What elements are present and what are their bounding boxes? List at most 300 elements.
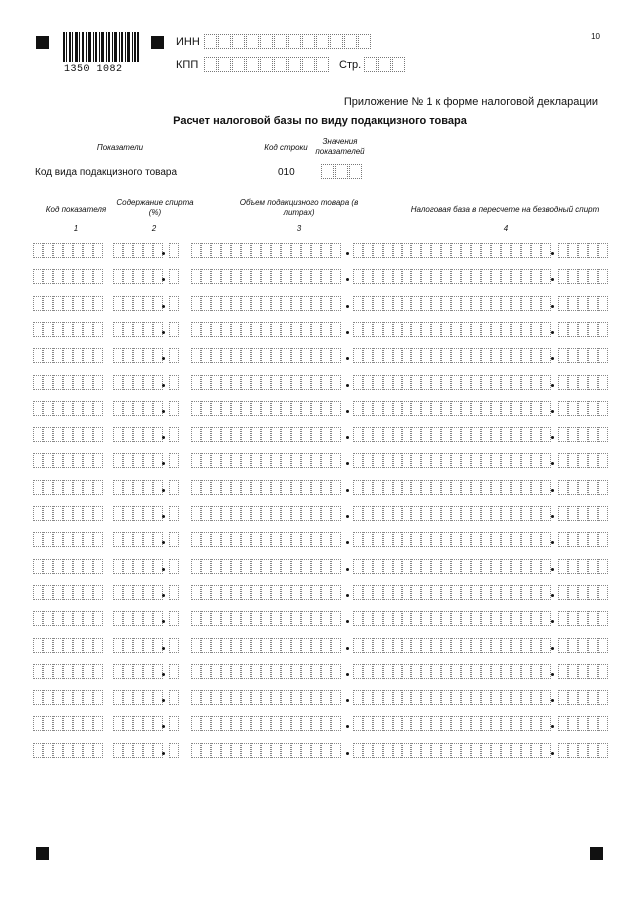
input-cell[interactable] — [373, 559, 383, 574]
input-cell[interactable] — [461, 480, 471, 495]
input-cell[interactable] — [311, 243, 321, 258]
input-cell[interactable] — [441, 401, 451, 416]
input-cell[interactable] — [191, 532, 201, 547]
input-cell[interactable] — [123, 296, 133, 311]
char-cell[interactable] — [288, 34, 301, 49]
input-cell[interactable] — [311, 506, 321, 521]
input-cell[interactable] — [191, 348, 201, 363]
input-cell[interactable] — [531, 348, 541, 363]
input-cell[interactable] — [261, 427, 271, 442]
input-cell[interactable] — [83, 664, 93, 679]
input-cell[interactable] — [133, 638, 143, 653]
input-cell[interactable] — [153, 664, 163, 679]
input-cell[interactable] — [231, 532, 241, 547]
input-cell[interactable] — [169, 690, 179, 705]
input-cell[interactable] — [401, 506, 411, 521]
input-cell[interactable] — [251, 532, 261, 547]
input-cell[interactable] — [461, 269, 471, 284]
input-cell[interactable] — [491, 716, 501, 731]
input-cell[interactable] — [411, 690, 421, 705]
input-cell[interactable] — [373, 401, 383, 416]
input-cell[interactable] — [353, 401, 363, 416]
input-cell[interactable] — [598, 453, 608, 468]
input-cell[interactable] — [251, 638, 261, 653]
input-cell[interactable] — [133, 322, 143, 337]
input-cell[interactable] — [421, 611, 431, 626]
input-cell[interactable] — [33, 453, 43, 468]
input-cell[interactable] — [251, 506, 261, 521]
input-cell[interactable] — [311, 480, 321, 495]
input-cell[interactable] — [531, 375, 541, 390]
input-cell[interactable] — [33, 269, 43, 284]
input-cell[interactable] — [211, 269, 221, 284]
input-cell[interactable] — [441, 375, 451, 390]
input-cell[interactable] — [383, 506, 393, 521]
input-cell[interactable] — [411, 611, 421, 626]
input-cell[interactable] — [221, 690, 231, 705]
input-cell[interactable] — [221, 401, 231, 416]
input-cell[interactable] — [331, 269, 341, 284]
input-cell[interactable] — [201, 401, 211, 416]
input-cell[interactable] — [291, 743, 301, 758]
input-cell[interactable] — [578, 296, 588, 311]
input-cell[interactable] — [481, 322, 491, 337]
input-cell[interactable] — [63, 664, 73, 679]
input-cell[interactable] — [251, 401, 261, 416]
input-cell[interactable] — [541, 296, 551, 311]
input-cell[interactable] — [301, 427, 311, 442]
input-cell[interactable] — [431, 506, 441, 521]
input-cell[interactable] — [63, 322, 73, 337]
input-cell[interactable] — [461, 401, 471, 416]
input-cell[interactable] — [241, 269, 251, 284]
input-cell[interactable] — [531, 664, 541, 679]
input-cell[interactable] — [43, 480, 53, 495]
input-cell[interactable] — [321, 269, 331, 284]
input-cell[interactable] — [83, 480, 93, 495]
input-cell[interactable] — [143, 243, 153, 258]
input-cell[interactable] — [321, 401, 331, 416]
input-cell[interactable] — [568, 506, 578, 521]
input-cell[interactable] — [211, 690, 221, 705]
input-cell[interactable] — [169, 243, 179, 258]
input-cell[interactable] — [401, 559, 411, 574]
input-cell[interactable] — [331, 532, 341, 547]
input-cell[interactable] — [231, 296, 241, 311]
input-cell[interactable] — [53, 559, 63, 574]
input-cell[interactable] — [241, 506, 251, 521]
input-cell[interactable] — [331, 664, 341, 679]
input-cell[interactable] — [521, 322, 531, 337]
input-cell[interactable] — [123, 453, 133, 468]
input-cell[interactable] — [291, 690, 301, 705]
input-cell[interactable] — [241, 585, 251, 600]
input-cell[interactable] — [153, 532, 163, 547]
input-cell[interactable] — [291, 638, 301, 653]
input-cell[interactable] — [143, 401, 153, 416]
input-cell[interactable] — [143, 348, 153, 363]
input-cell[interactable] — [83, 427, 93, 442]
input-cell[interactable] — [63, 269, 73, 284]
input-cell[interactable] — [501, 638, 511, 653]
char-cell[interactable] — [204, 57, 217, 72]
input-cell[interactable] — [373, 716, 383, 731]
input-cell[interactable] — [261, 585, 271, 600]
input-cell[interactable] — [321, 690, 331, 705]
input-cell[interactable] — [33, 585, 43, 600]
input-cell[interactable] — [73, 559, 83, 574]
input-cell[interactable] — [321, 664, 331, 679]
input-cell[interactable] — [63, 348, 73, 363]
input-cell[interactable] — [491, 348, 501, 363]
input-cell[interactable] — [511, 559, 521, 574]
input-cell[interactable] — [568, 322, 578, 337]
input-cell[interactable] — [153, 506, 163, 521]
input-cell[interactable] — [511, 453, 521, 468]
input-cell[interactable] — [271, 243, 281, 258]
input-cell[interactable] — [521, 375, 531, 390]
input-cell[interactable] — [461, 690, 471, 705]
input-cell[interactable] — [511, 690, 521, 705]
input-cell[interactable] — [63, 296, 73, 311]
input-cell[interactable] — [531, 401, 541, 416]
input-cell[interactable] — [321, 638, 331, 653]
input-cell[interactable] — [411, 401, 421, 416]
input-cell[interactable] — [491, 559, 501, 574]
input-cell[interactable] — [461, 716, 471, 731]
input-cell[interactable] — [481, 453, 491, 468]
input-cell[interactable] — [261, 322, 271, 337]
input-cell[interactable] — [231, 453, 241, 468]
input-cell[interactable] — [231, 506, 241, 521]
input-cell[interactable] — [578, 269, 588, 284]
input-cell[interactable] — [83, 532, 93, 547]
input-cell[interactable] — [301, 690, 311, 705]
input-cell[interactable] — [261, 532, 271, 547]
input-cell[interactable] — [383, 427, 393, 442]
input-cell[interactable] — [251, 559, 261, 574]
input-cell[interactable] — [511, 348, 521, 363]
input-cell[interactable] — [588, 401, 598, 416]
input-cell[interactable] — [43, 664, 53, 679]
input-cell[interactable] — [383, 348, 393, 363]
input-cell[interactable] — [578, 348, 588, 363]
input-cell[interactable] — [311, 453, 321, 468]
input-cell[interactable] — [153, 559, 163, 574]
input-cell[interactable] — [143, 322, 153, 337]
input-cell[interactable] — [401, 611, 411, 626]
input-cell[interactable] — [431, 690, 441, 705]
input-cell[interactable] — [221, 427, 231, 442]
input-cell[interactable] — [231, 243, 241, 258]
input-cell[interactable] — [331, 296, 341, 311]
input-cell[interactable] — [133, 269, 143, 284]
input-cell[interactable] — [383, 559, 393, 574]
input-cell[interactable] — [93, 296, 103, 311]
input-cell[interactable] — [133, 716, 143, 731]
input-cell[interactable] — [578, 559, 588, 574]
input-cell[interactable] — [441, 559, 451, 574]
input-cell[interactable] — [291, 375, 301, 390]
input-cell[interactable] — [153, 743, 163, 758]
input-cell[interactable] — [301, 453, 311, 468]
input-cell[interactable] — [211, 401, 221, 416]
input-cell[interactable] — [521, 716, 531, 731]
char-cell[interactable] — [302, 34, 315, 49]
input-cell[interactable] — [43, 296, 53, 311]
input-cell[interactable] — [169, 348, 179, 363]
input-cell[interactable] — [221, 243, 231, 258]
input-cell[interactable] — [568, 690, 578, 705]
input-cell[interactable] — [201, 348, 211, 363]
input-cell[interactable] — [421, 296, 431, 311]
input-cell[interactable] — [123, 506, 133, 521]
input-cell[interactable] — [271, 296, 281, 311]
input-cell[interactable] — [93, 585, 103, 600]
input-cell[interactable] — [143, 453, 153, 468]
input-cell[interactable] — [281, 322, 291, 337]
input-cell[interactable] — [191, 269, 201, 284]
input-cell[interactable] — [251, 743, 261, 758]
input-cell[interactable] — [251, 585, 261, 600]
input-cell[interactable] — [261, 243, 271, 258]
input-cell[interactable] — [441, 348, 451, 363]
input-cell[interactable] — [373, 532, 383, 547]
input-cell[interactable] — [113, 559, 123, 574]
input-cell[interactable] — [231, 480, 241, 495]
input-cell[interactable] — [501, 585, 511, 600]
input-cell[interactable] — [501, 716, 511, 731]
input-cell[interactable] — [558, 348, 568, 363]
input-cell[interactable] — [541, 243, 551, 258]
input-cell[interactable] — [541, 532, 551, 547]
input-cell[interactable] — [431, 348, 441, 363]
input-cell[interactable] — [251, 296, 261, 311]
input-cell[interactable] — [241, 401, 251, 416]
input-cell[interactable] — [373, 348, 383, 363]
input-cell[interactable] — [261, 375, 271, 390]
input-cell[interactable] — [501, 480, 511, 495]
input-cell[interactable] — [531, 480, 541, 495]
input-cell[interactable] — [83, 269, 93, 284]
input-cell[interactable] — [93, 322, 103, 337]
input-cell[interactable] — [421, 638, 431, 653]
input-cell[interactable] — [73, 480, 83, 495]
input-cell[interactable] — [363, 532, 373, 547]
input-cell[interactable] — [113, 296, 123, 311]
input-cell[interactable] — [153, 453, 163, 468]
input-cell[interactable] — [221, 611, 231, 626]
input-cell[interactable] — [588, 427, 598, 442]
input-cell[interactable] — [83, 243, 93, 258]
input-cell[interactable] — [241, 375, 251, 390]
input-cell[interactable] — [363, 427, 373, 442]
input-cell[interactable] — [291, 401, 301, 416]
input-cell[interactable] — [521, 664, 531, 679]
input-cell[interactable] — [461, 743, 471, 758]
input-cell[interactable] — [301, 585, 311, 600]
input-cell[interactable] — [123, 664, 133, 679]
input-cell[interactable] — [191, 453, 201, 468]
input-cell[interactable] — [211, 322, 221, 337]
input-cell[interactable] — [578, 453, 588, 468]
input-cell[interactable] — [33, 716, 43, 731]
input-cell[interactable] — [363, 480, 373, 495]
input-cell[interactable] — [133, 243, 143, 258]
input-cell[interactable] — [33, 743, 43, 758]
char-cell[interactable] — [378, 57, 391, 72]
input-cell[interactable] — [191, 664, 201, 679]
input-cell[interactable] — [511, 716, 521, 731]
input-cell[interactable] — [491, 743, 501, 758]
input-cell[interactable] — [143, 690, 153, 705]
input-cell[interactable] — [588, 690, 598, 705]
input-cell[interactable] — [588, 611, 598, 626]
input-cell[interactable] — [598, 243, 608, 258]
input-cell[interactable] — [331, 480, 341, 495]
input-cell[interactable] — [291, 664, 301, 679]
input-cell[interactable] — [231, 611, 241, 626]
input-cell[interactable] — [481, 427, 491, 442]
input-cell[interactable] — [143, 611, 153, 626]
input-cell[interactable] — [271, 611, 281, 626]
input-cell[interactable] — [169, 716, 179, 731]
input-cell[interactable] — [123, 690, 133, 705]
input-cell[interactable] — [241, 532, 251, 547]
input-cell[interactable] — [241, 296, 251, 311]
input-cell[interactable] — [578, 611, 588, 626]
input-cell[interactable] — [451, 585, 461, 600]
input-cell[interactable] — [201, 638, 211, 653]
input-cell[interactable] — [231, 322, 241, 337]
page-number-field[interactable] — [364, 57, 406, 72]
input-cell[interactable] — [63, 532, 73, 547]
input-cell[interactable] — [251, 269, 261, 284]
input-cell[interactable] — [471, 269, 481, 284]
input-cell[interactable] — [43, 743, 53, 758]
input-cell[interactable] — [491, 532, 501, 547]
input-cell[interactable] — [241, 480, 251, 495]
input-cell[interactable] — [53, 269, 63, 284]
input-cell[interactable] — [511, 269, 521, 284]
input-cell[interactable] — [261, 638, 271, 653]
input-cell[interactable] — [541, 716, 551, 731]
input-cell[interactable] — [588, 664, 598, 679]
input-cell[interactable] — [169, 375, 179, 390]
input-cell[interactable] — [73, 453, 83, 468]
input-cell[interactable] — [353, 559, 363, 574]
input-cell[interactable] — [331, 743, 341, 758]
input-cell[interactable] — [169, 664, 179, 679]
input-cell[interactable] — [53, 401, 63, 416]
input-cell[interactable] — [461, 243, 471, 258]
input-cell[interactable] — [441, 453, 451, 468]
input-cell[interactable] — [133, 401, 143, 416]
input-cell[interactable] — [531, 453, 541, 468]
input-cell[interactable] — [63, 243, 73, 258]
input-cell[interactable] — [43, 638, 53, 653]
input-cell[interactable] — [558, 611, 568, 626]
input-cell[interactable] — [353, 611, 363, 626]
input-cell[interactable] — [143, 664, 153, 679]
input-cell[interactable] — [123, 611, 133, 626]
input-cell[interactable] — [191, 716, 201, 731]
input-cell[interactable] — [331, 427, 341, 442]
input-cell[interactable] — [123, 269, 133, 284]
input-cell[interactable] — [531, 269, 541, 284]
input-cell[interactable] — [558, 296, 568, 311]
input-cell[interactable] — [231, 269, 241, 284]
input-cell[interactable] — [331, 375, 341, 390]
input-cell[interactable] — [401, 532, 411, 547]
input-cell[interactable] — [321, 322, 331, 337]
input-cell[interactable] — [133, 559, 143, 574]
input-cell[interactable] — [598, 585, 608, 600]
input-cell[interactable] — [201, 716, 211, 731]
input-cell[interactable] — [301, 269, 311, 284]
input-cell[interactable] — [558, 375, 568, 390]
input-cell[interactable] — [401, 480, 411, 495]
input-cell[interactable] — [201, 585, 211, 600]
input-cell[interactable] — [63, 716, 73, 731]
input-cell[interactable] — [221, 506, 231, 521]
input-cell[interactable] — [33, 638, 43, 653]
input-cell[interactable] — [353, 716, 363, 731]
input-cell[interactable] — [421, 269, 431, 284]
input-cell[interactable] — [461, 453, 471, 468]
inn-field[interactable] — [204, 34, 372, 49]
input-cell[interactable] — [83, 401, 93, 416]
input-cell[interactable] — [201, 532, 211, 547]
input-cell[interactable] — [169, 427, 179, 442]
input-cell[interactable] — [123, 480, 133, 495]
input-cell[interactable] — [53, 453, 63, 468]
input-cell[interactable] — [331, 611, 341, 626]
input-cell[interactable] — [401, 243, 411, 258]
input-cell[interactable] — [241, 664, 251, 679]
input-cell[interactable] — [221, 480, 231, 495]
input-cell[interactable] — [73, 611, 83, 626]
input-cell[interactable] — [558, 585, 568, 600]
input-cell[interactable] — [568, 427, 578, 442]
input-cell[interactable] — [153, 322, 163, 337]
input-cell[interactable] — [211, 296, 221, 311]
input-cell[interactable] — [169, 322, 179, 337]
input-cell[interactable] — [63, 638, 73, 653]
input-cell[interactable] — [53, 243, 63, 258]
input-cell[interactable] — [471, 638, 481, 653]
input-cell[interactable] — [53, 427, 63, 442]
input-cell[interactable] — [271, 401, 281, 416]
input-cell[interactable] — [568, 743, 578, 758]
input-cell[interactable] — [311, 375, 321, 390]
input-cell[interactable] — [231, 690, 241, 705]
input-cell[interactable] — [53, 743, 63, 758]
input-cell[interactable] — [363, 453, 373, 468]
char-cell[interactable] — [349, 164, 362, 179]
input-cell[interactable] — [383, 690, 393, 705]
input-cell[interactable] — [501, 348, 511, 363]
input-cell[interactable] — [153, 243, 163, 258]
input-cell[interactable] — [558, 690, 568, 705]
input-cell[interactable] — [211, 427, 221, 442]
input-cell[interactable] — [201, 427, 211, 442]
input-cell[interactable] — [133, 506, 143, 521]
input-cell[interactable] — [93, 611, 103, 626]
input-cell[interactable] — [401, 427, 411, 442]
input-cell[interactable] — [331, 401, 341, 416]
input-cell[interactable] — [558, 743, 568, 758]
